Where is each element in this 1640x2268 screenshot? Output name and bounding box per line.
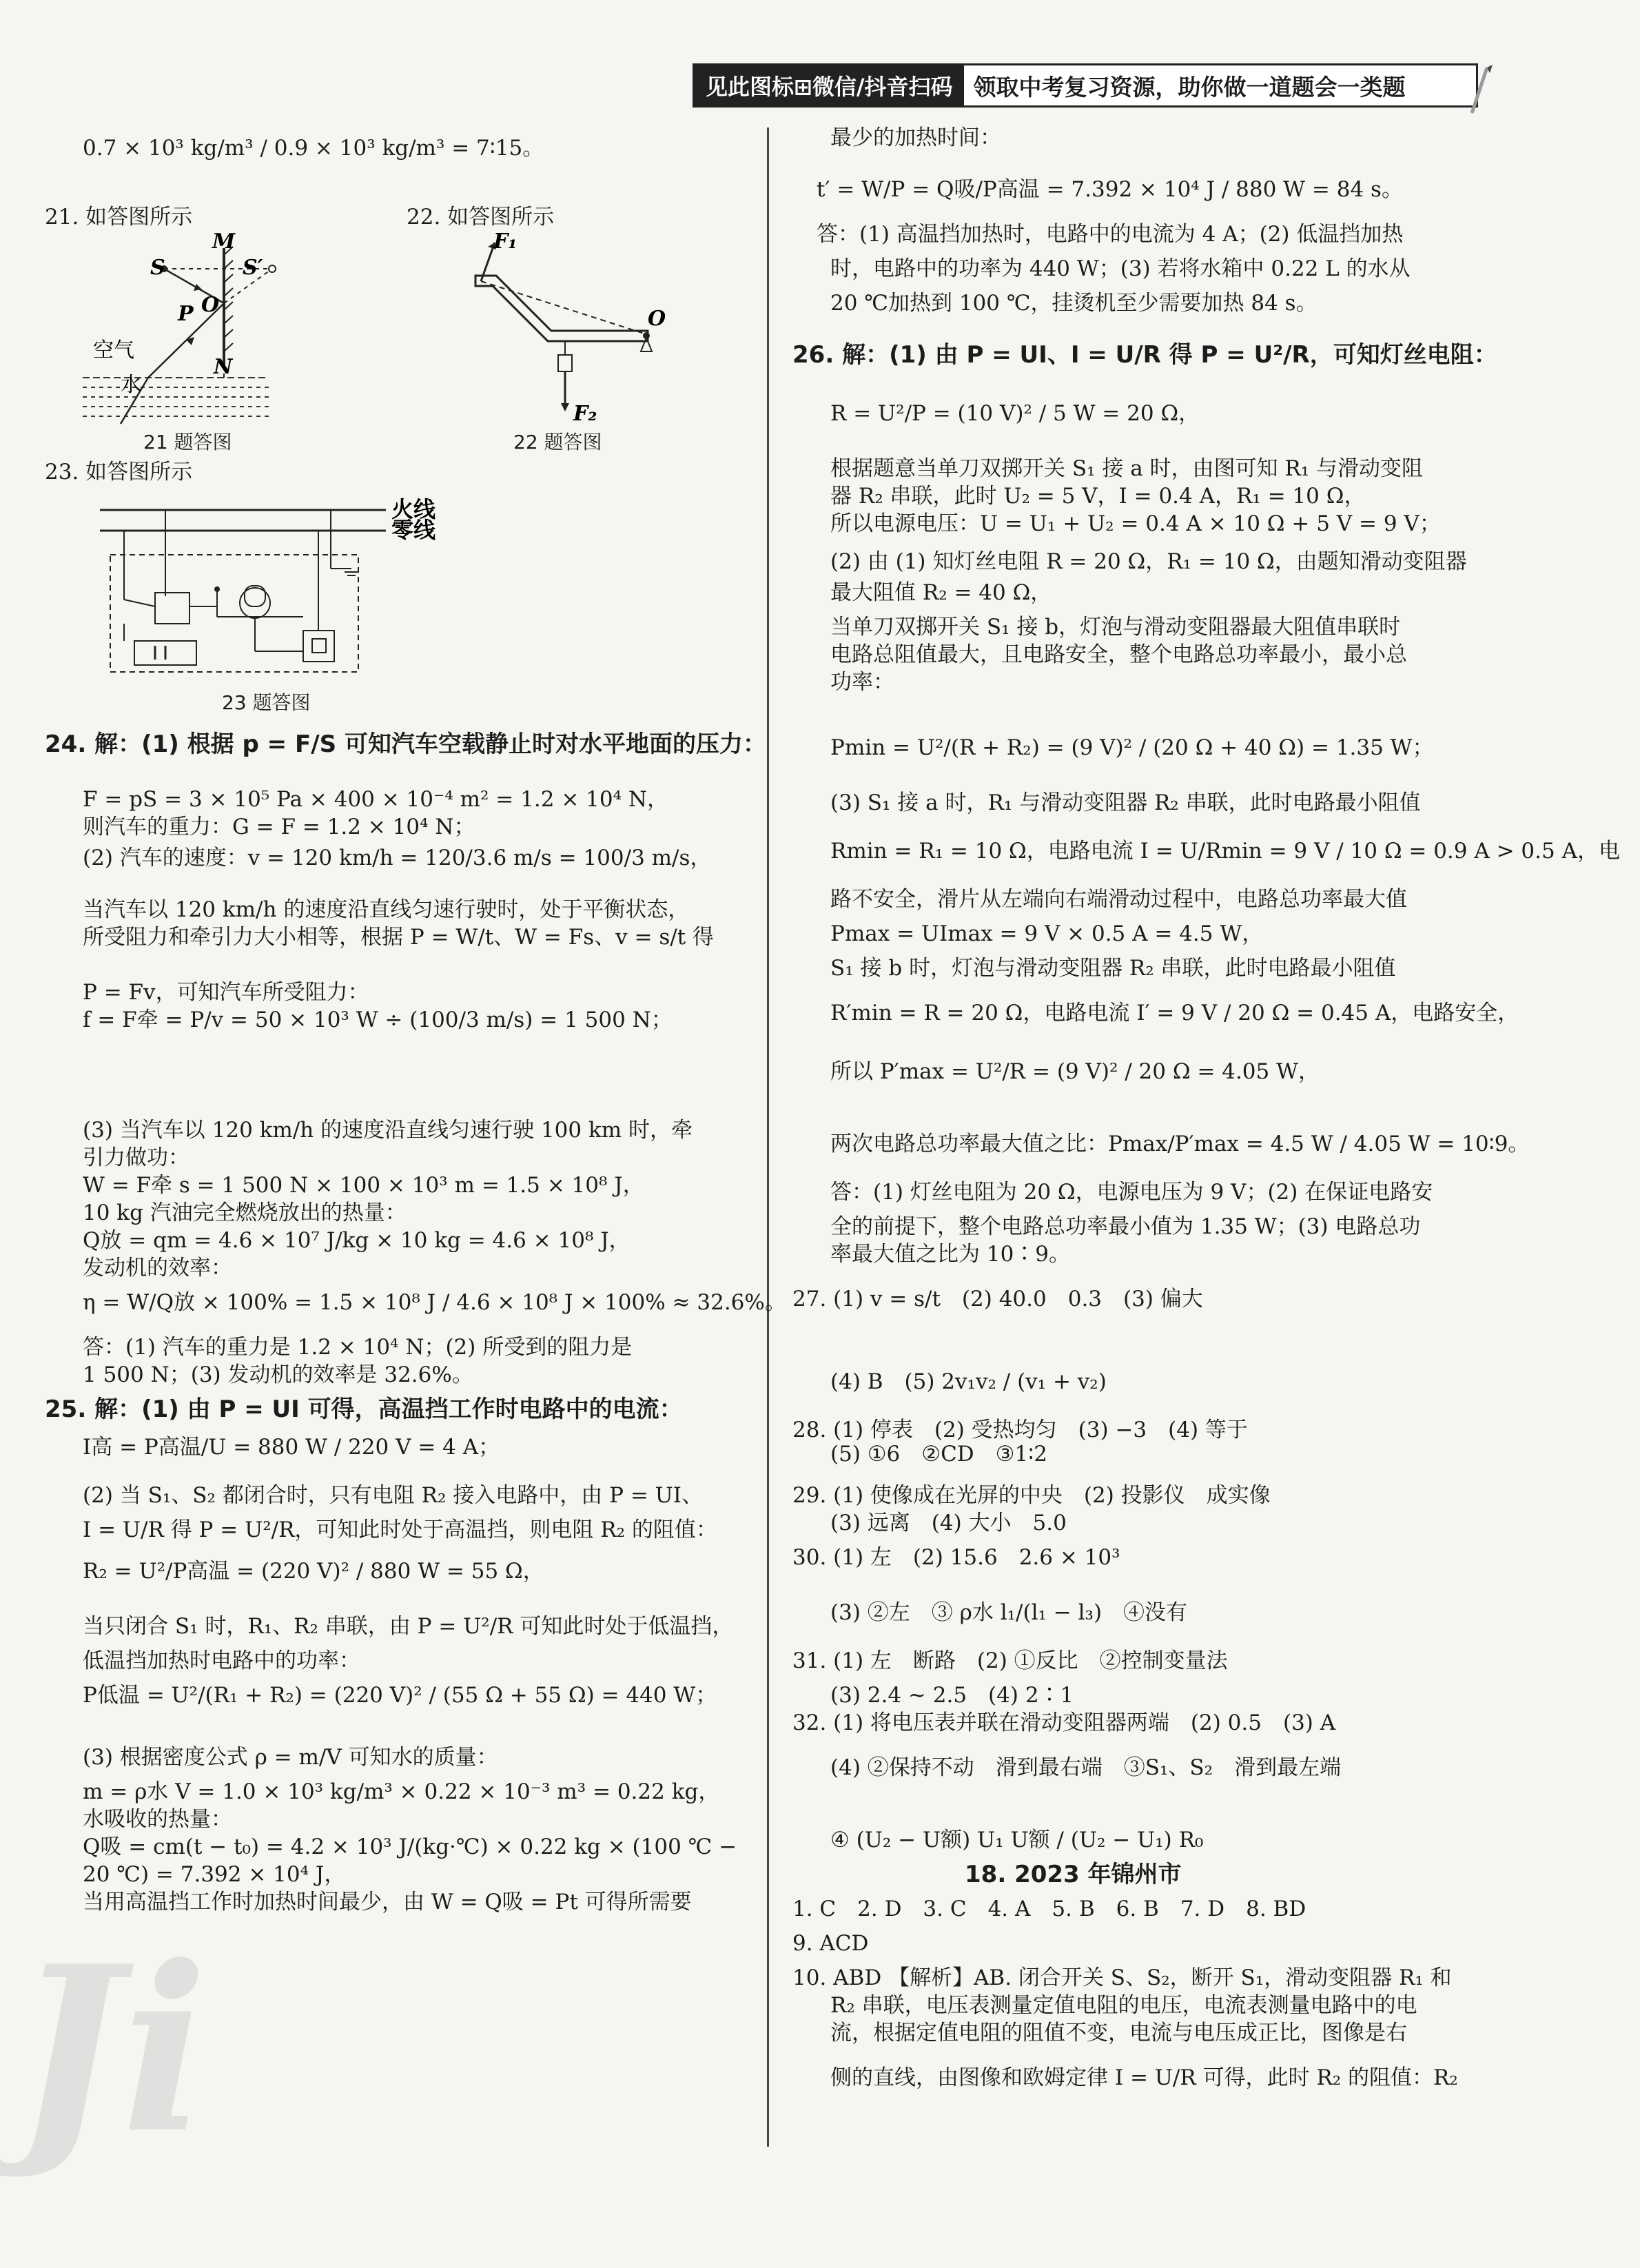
right-column-line: 流，根据定值电阻的阻值不变，电流与电压成正比，图像是右 <box>830 2021 1407 2045</box>
right-column-line: 10. ABD 【解析】AB. 闭合开关 S、S₂，断开 S₁，滑动变阻器 R₁ 和 <box>792 1965 1452 1990</box>
left-column-line: 23. 如答图所示 <box>45 460 193 484</box>
left-column-line: 当只闭合 S₁ 时，R₁、R₂ 串联，由 P = U²/R 可知此时处于低温挡， <box>83 1614 734 1639</box>
label-water: 水 <box>121 373 141 397</box>
left-column-line: P = Fv，可知汽车所受阻力： <box>83 980 369 1005</box>
left-column-line: Q放 = qm = 4.6 × 10⁷ J/kg × 10 kg = 4.6 × 10⁸ J， <box>83 1228 631 1253</box>
left-column-line: 引力做功： <box>83 1145 189 1170</box>
left-column-line: f = F牵 = P/v = 50 × 10³ W ÷ (100/3 m/s) = 1 500 N； <box>83 1008 673 1032</box>
left-column-line: 0.7 × 10³ kg/m³ / 0.9 × 10³ kg/m³ = 7∶15。 <box>83 136 544 161</box>
label-F2: F₂ <box>573 402 597 426</box>
right-column-line: 18. 2023 年锦州市 <box>965 1861 1182 1888</box>
left-column-line: I高 = P高温/U = 880 W / 220 V = 4 A； <box>83 1435 500 1460</box>
left-column-line: 24. 解：(1) 根据 p = F/S 可知汽车空载静止时对水平地面的压力： <box>45 731 766 758</box>
left-column-line: 所受阻力和牵引力大小相等，根据 P = W/t、W = Fs、v = s/t 得 <box>83 925 714 950</box>
label-air: 空气 <box>93 338 134 362</box>
right-column-line: (3) ②左 ③ ρ水 l₁/(l₁ − l₃) ④没有 <box>830 1600 1188 1625</box>
left-column-line: 则汽车的重力：G = F = 1.2 × 10⁴ N； <box>83 815 475 839</box>
left-column-line: 水吸收的热量： <box>83 1807 232 1832</box>
right-column-line: (3) 远离 (4) 大小 5.0 <box>830 1511 1067 1535</box>
left-column-line: 21. 如答图所示 <box>45 205 193 229</box>
watermark: Ji <box>14 1916 208 2183</box>
right-column-line: t′ = W/P = Q吸/P高温 = 7.392 × 10⁴ J / 880 W = 84 s。 <box>817 177 1403 202</box>
left-column-line: 25. 解：(1) 由 P = UI 可得，高温挡工作时电路中的电流： <box>45 1396 683 1423</box>
left-column-line: I = U/R 得 P = U²/R，可知此时处于高温挡，则电阻 R₂ 的阻值： <box>83 1518 717 1542</box>
right-column-line: 两次电路总功率最大值之比：Pmax/P′max = 4.5 W / 4.05 W = 10∶9。 <box>830 1132 1530 1156</box>
right-column-line: 27. (1) v = s/t (2) 40.0 0.3 (3) 偏大 <box>792 1287 1203 1311</box>
left-column-line: F = pS = 3 × 10⁵ Pa × 400 × 10⁻⁴ m² = 1.2 × 10⁴ N， <box>83 787 669 812</box>
left-column-line: 22. 如答图所示 <box>407 205 555 229</box>
right-column-line: 时，电路中的功率为 440 W；(3) 若将水箱中 0.22 L 的水从 <box>830 256 1411 281</box>
right-column-line: 32. (1) 将电压表并联在滑动变阻器两端 (2) 0.5 (3) A <box>792 1710 1336 1735</box>
promo-banner <box>693 63 1478 108</box>
diagram-22 <box>455 227 675 427</box>
label-M: M <box>212 229 236 254</box>
right-column-line: R = U²/P = (10 V)² / 5 W = 20 Ω， <box>830 401 1200 426</box>
diagram-23 <box>96 493 455 686</box>
left-column-line: 当用高温挡工作时加热时间最少，由 W = Q吸 = Pt 可得所需要 <box>83 1890 692 1914</box>
banner-slogan: 领取中考复习资源，助你做一道题会一类题 <box>973 73 1406 101</box>
label-P: P <box>178 302 194 326</box>
right-column-line: 答：(1) 灯丝电阻为 20 Ω，电源电压为 9 V；(2) 在保证电路安 <box>830 1180 1433 1205</box>
right-column-line: 率最大值之比为 10∶9。 <box>830 1242 1071 1267</box>
right-column-line: 电路总阻值最大，且电路安全，整个电路总功率最小，最小总 <box>830 642 1407 667</box>
label-neutral-wire: 零线 <box>391 517 436 543</box>
right-column-line: 31. (1) 左 断路 (2) ①反比 ②控制变量法 <box>792 1648 1228 1673</box>
right-column-line: Rmin = R₁ = 10 Ω，电路电流 I = U/Rmin = 9 V / 10 Ω = 0.9 A > 0.5 A，电 <box>830 839 1620 864</box>
right-column-line: 功率： <box>830 670 894 695</box>
right-column-line: (3) 2.4 ~ 2.5 (4) 2∶1 <box>830 1683 1074 1708</box>
right-column-line: R′min = R = 20 Ω，电路电流 I′ = 9 V / 20 Ω = 0.45 A，电路安全， <box>830 1001 1519 1025</box>
right-column-line: ④ (U₂ − U额) U₁ U额 / (U₂ − U₁) R₀ <box>830 1828 1204 1852</box>
left-column-line: (2) 汽车的速度：v = 120 km/h = 120/3.6 m/s = 100/3 m/s， <box>83 846 712 870</box>
banner-scan-label: 见此图标⊞微信/抖音扫码 <box>695 65 964 105</box>
right-column-line: 侧的直线，由图像和欧姆定律 I = U/R 可得，此时 R₂ 的阻值：R₂ <box>830 2065 1458 2090</box>
right-column-line: 30. (1) 左 (2) 15.6 2.6 × 10³ <box>792 1545 1120 1570</box>
left-column-line: Q吸 = cm(t − t₀) = 4.2 × 10³ J/(kg·℃) × 0.22 kg × (100 ℃ − <box>83 1835 737 1859</box>
label-S-prime: S′ <box>243 256 263 280</box>
left-column-line: 答：(1) 汽车的重力是 1.2 × 10⁴ N；(2) 所受到的阻力是 <box>83 1335 633 1360</box>
feather-icon <box>1466 62 1494 117</box>
left-column-line: (3) 根据密度公式 ρ = m/V 可知水的质量： <box>83 1745 498 1770</box>
left-column-line: η = W/Q放 × 100% = 1.5 × 10⁸ J / 4.6 × 10⁸ J × 100% ≈ 32.6%。 <box>83 1290 786 1315</box>
left-column-line: (2) 当 S₁、S₂ 都闭合时，只有电阻 R₂ 接入电路中，由 P = UI、 <box>83 1483 704 1508</box>
right-column-line: 26. 解：(1) 由 P = UI、I = U/R 得 P = U²/R，可知灯丝电阻： <box>792 341 1497 369</box>
caption-21: 21 题答图 <box>143 431 232 453</box>
left-column-line: 当汽车以 120 km/h 的速度沿直线匀速行驶时，处于平衡状态， <box>83 897 690 922</box>
right-column-line: (4) ②保持不动 滑到最右端 ③S₁、S₂ 滑到最左端 <box>830 1755 1342 1780</box>
label-S: S <box>150 256 165 280</box>
label-live-wire: 火线 <box>391 496 436 522</box>
right-column-line: (2) 由 (1) 知灯丝电阻 R = 20 Ω，R₁ = 10 Ω，由题知滑动变阻器 <box>830 549 1467 574</box>
left-column-line: 低温挡加热时电路中的功率： <box>83 1648 360 1673</box>
right-column-line: 器 R₂ 串联，此时 U₂ = 5 V，I = 0.4 A，R₁ = 10 Ω， <box>830 484 1366 509</box>
left-column-line: 10 kg 汽油完全燃烧放出的热量： <box>83 1201 407 1225</box>
right-column-line: Pmax = UImax = 9 V × 0.5 A = 4.5 W， <box>830 921 1264 946</box>
right-column-line: 1. C 2. D 3. C 4. A 5. B 6. B 7. D 8. BD <box>792 1897 1306 1921</box>
right-column-line: 所以电源电压：U = U₁ + U₂ = 0.4 A × 10 Ω + 5 V = 9 V； <box>830 511 1441 536</box>
left-column-line: (3) 当汽车以 120 km/h 的速度沿直线匀速行驶 100 km 时，牵 <box>83 1118 693 1143</box>
column-divider <box>767 127 769 2147</box>
right-column-line: 当单刀双掷开关 S₁ 接 b，灯泡与滑动变阻器最大阻值串联时 <box>830 615 1401 640</box>
label-N: N <box>214 355 233 379</box>
right-column-line: Pmin = U²/(R + R₂) = (9 V)² / (20 Ω + 40 Ω) = 1.35 W； <box>830 735 1434 760</box>
label-F1: F₁ <box>493 229 517 254</box>
left-column-line: 1 500 N；(3) 发动机的效率是 32.6%。 <box>83 1362 473 1387</box>
right-column-line: (3) S₁ 接 a 时，R₁ 与滑动变阻器 R₂ 串联，此时电路最小阻值 <box>830 790 1421 815</box>
label-O: O <box>201 293 220 317</box>
right-column-line: 路不安全，滑片从左端向右端滑动过程中，电路总功率最大值 <box>830 887 1407 912</box>
left-column-line: 20 ℃) = 7.392 × 10⁴ J， <box>83 1862 346 1887</box>
right-column-line: S₁ 接 b 时，灯泡与滑动变阻器 R₂ 串联，此时电路最小阻值 <box>830 956 1396 981</box>
left-column-line: m = ρ水 V = 1.0 × 10³ kg/m³ × 0.22 × 10⁻³ m³ = 0.22 kg， <box>83 1779 720 1804</box>
right-column-line: (5) ①6 ②CD ③1∶2 <box>830 1442 1047 1467</box>
left-column-line: R₂ = U²/P高温 = (220 V)² / 880 W = 55 Ω， <box>83 1559 544 1584</box>
diagram-21 <box>83 227 283 427</box>
caption-23: 23 题答图 <box>222 691 311 714</box>
left-column-line: 发动机的效率： <box>83 1256 232 1280</box>
right-column-line: 9. ACD <box>792 1931 869 1956</box>
right-column-line: 根据题意当单刀双掷开关 S₁ 接 a 时，由图可知 R₁ 与滑动变阻 <box>830 456 1424 481</box>
right-column-line: (4) B (5) 2v₁v₂ / (v₁ + v₂) <box>830 1369 1107 1394</box>
right-column-line: 29. (1) 使像成在光屏的中央 (2) 投影仪 成实像 <box>792 1483 1271 1508</box>
right-column-line: 全的前提下，整个电路总功率最小值为 1.35 W；(3) 电路总功 <box>830 1214 1421 1239</box>
left-column-line: W = F牵 s = 1 500 N × 100 × 10³ m = 1.5 × 10⁸ J， <box>83 1173 644 1198</box>
caption-22: 22 题答图 <box>513 431 602 453</box>
right-column-line: 20 ℃加热到 100 ℃，挂烫机至少需要加热 84 s。 <box>830 291 1318 316</box>
right-column-line: 28. (1) 停表 (2) 受热均匀 (3) −3 (4) 等于 <box>792 1418 1248 1442</box>
right-column-line: 所以 P′max = U²/R = (9 V)² / 20 Ω = 4.05 W， <box>830 1059 1320 1084</box>
left-column-line: P低温 = U²/(R₁ + R₂) = (220 V)² / (55 Ω + 55 Ω) = 440 W； <box>83 1683 717 1708</box>
right-column-line: R₂ 串联，电压表测量定值电阻的电压，电流表测量电路中的电 <box>830 1993 1417 2018</box>
right-column-line: 最大阻值 R₂ = 40 Ω， <box>830 580 1052 605</box>
right-column-line: 答：(1) 高温挡加热时，电路中的电流为 4 A；(2) 低温挡加热 <box>817 222 1404 247</box>
label-O: O <box>648 307 666 331</box>
right-column-line: 最少的加热时间： <box>830 125 1001 150</box>
